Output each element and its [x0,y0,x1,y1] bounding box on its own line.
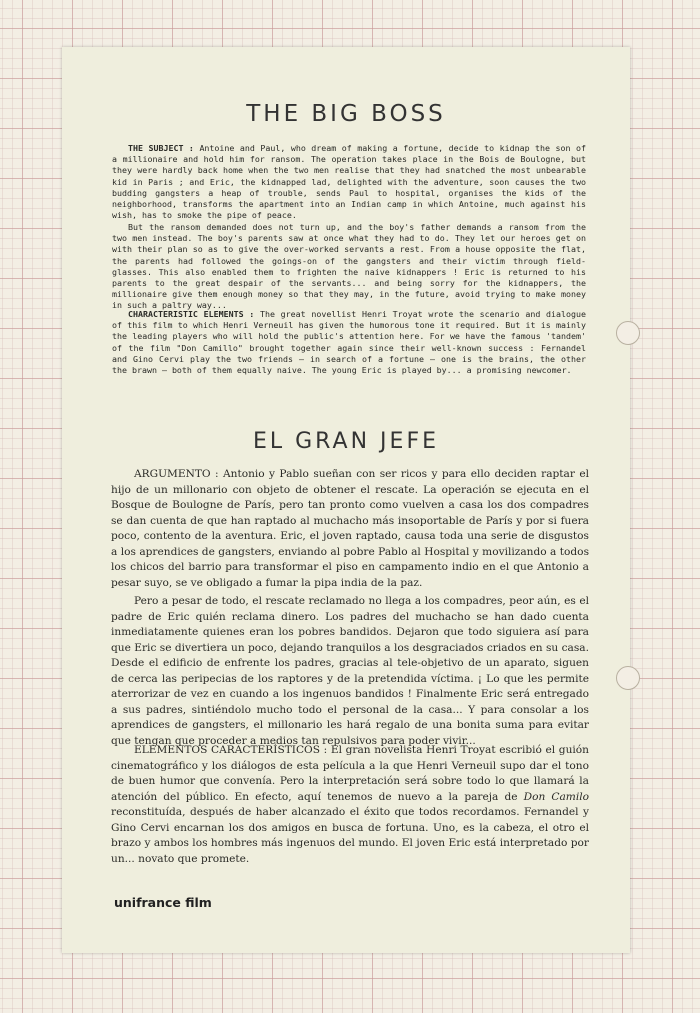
elementos-text-before: El gran novelista Henri Troyat escribió el guión cinematográfico y los diálogos de esta película a la que Henri Verneuil supo dar el tono de buen humor que convenía. Pero la interpretación será sobre todo lo que llamará la atención del público. En efecto, aquí tenemos de nuevo a la pareja de [111,744,589,803]
elementos-text-after: reconstituída, después de haber alcanzado el éxito que todos recordamos. Fernandel y Gino Cervi encarnan los dos amigos en busca de fortuna. Uno, es la cabeza, el otro el brazo y ambos los hombres más ingenuos del mundo. El joven Eric está interpretado por un... novato que promete. [111,806,589,865]
elements-label: CHARACTERISTIC ELEMENTS : [128,309,255,319]
english-elements-paragraph [112,309,586,376]
argumento-label: ARGUMENTO : [134,468,219,480]
don-camilo-title: Don Camilo [523,790,589,803]
subject-label: THE SUBJECT : [128,143,194,153]
elementos-label: ELEMENTOS CARACTERÍSTICOS : [134,744,328,756]
punch-hole [616,666,640,690]
subject-text: Antoine and Paul, who dream of making a fortune, decide to kidnap the son of a millionaire and hold him for ransom. The operation takes place in the Bois de Boulogne, but they were hardly back home when the two men realise that they had snatched the most unbearable kid in Paris ; and Eric, the kidnapped lad, delighted with the adventure, soon causes the two budding gangsters a heap of trouble, sends Paul to hospital, organises the kids of the neighborhood, transforms the apartment into an Indian camp in which Antoine, much against his wish, has to smoke the pipe of peace. [112,143,587,221]
argumento-text: Antonio y Pablo sueñan con ser ricos y para ello deciden raptar el hijo de un millonario con objeto de obtener el rescate. La operación se ejecuta en el Bosque de Boulogne de París, pero tan pronto como vuelven a casa los dos compadres se dan cuenta de que han raptado al muchacho más insoportable de París y por si fuera poco, contento de la aventura. Eric, el joven raptado, causa toda una serie de disgustos a los aprendices de gangsters, enviando al pobre Pablo al Hospital y movilizando a todos los chicos del barrio para transformar el piso en campamento indio en el que Antonio a pesar suyo, se ve obligado a fumar la pipa india de la paz. [111,468,589,589]
spanish-elementos-paragraph [111,743,589,867]
english-paragraph-2: But the ransom demanded does not turn up, and the boy's father demands a ransom from the two men instead. The boy's parents saw at once what they had to do. They let our heroes get on with their plan so as to give the over-worked servants a rest. From a house opposite the flat, the parents had followed the goings-on of the gangsters and their victim through field-glasses. This also enabled them to frighten the naive kidnappers ! Eric is returned to his parents to the great despair of the servants... and being sorry for the kidnappers, the millionaire give them enough money so that they may, in the future, avoid trying to make money in such a paltry way... [112,222,586,311]
unifrance-film-logo: unifrance film [114,895,212,910]
elements-text: The great novellist Henri Troyat wrote the scenario and dialogue of this film to which Henri Verneuil has given the humorous tone it required. But it is mainly the leading players who will hold the public's attention here. For we have the famous 'tandem' of the film "Don Camillo" brought together again since their well-known success : Fernandel and Gino Cervi play the two friends — in search of a fortune — one is the brains, the other the brawn — both of them equally naive. The young Eric is played by... a promising newcomer. [112,309,586,376]
spanish-argumento-paragraph [111,467,589,591]
english-title: THE BIG BOSS [246,101,446,127]
spanish-title: EL GRAN JEFE [252,429,440,454]
spanish-paragraph-2: Pero a pesar de todo, el rescate reclamado no llega a los compadres, peor aún, es el padre de Eric quién reclama dinero. Los padres del muchacho se han dado cuenta inmediatamente quienes eran los pobres bandidos. Dejaron que todo siguiera así para que Eric se divertiera un poco, dejando tranquilos a los desgraciados criados en su casa. Desde el edificio de enfrente los padres, gracias al tele-objetivo de un aparato, siguen de cerca las peripecias de los raptores y de la pretendida víctima. ¡ Lo que les permite aterrorizar de vez en cuando a los ingenuos bandidos ! Finalmente Eric será entregado a sus padres, sintiéndolo mucho todo el personal de la casa... Y para consolar a los aprendices de gangsters, el millonario les hará regalo de una bonita suma para evitar que tengan que proceder a medios tan repulsivos para poder vivir... [111,595,589,747]
press-sheet [62,47,630,953]
punch-hole [616,321,640,345]
english-subject-paragraph [112,143,586,221]
